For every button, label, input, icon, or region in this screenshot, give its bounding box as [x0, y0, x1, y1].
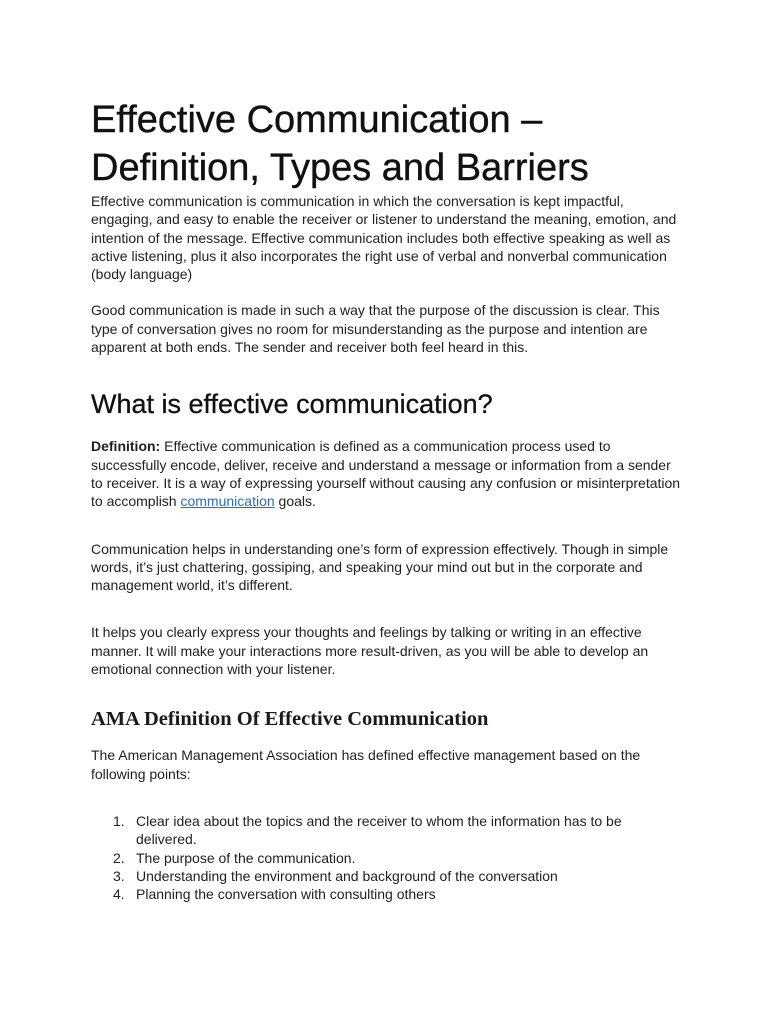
- communication-link[interactable]: communication: [180, 493, 275, 510]
- list-item-number: 4.: [113, 886, 125, 903]
- paragraph-express-thoughts: It helps you clearly express your thoughts and feelings by talking or writing in an effective manner. It will make your interactions more result-driven, as you will be able to develop an emotional connection with your listener.: [91, 624, 649, 678]
- list-item-text: Planning the conversation with consulting others: [136, 886, 436, 903]
- list-item: [91, 867, 681, 885]
- list-item: [91, 849, 681, 867]
- list-item: [91, 885, 681, 903]
- definition-text: Effective communication is defined as a communication process used to successfully encode, deliver, receive and understand a message or information from a sender to receiver. It is a way of expressing yourself without causing any confusion or misinterpretation to accomplish: [91, 438, 681, 510]
- document-page: [91, 96, 681, 903]
- list-item-number: 3.: [113, 867, 125, 884]
- page-title-line-1: Effective Communication –: [91, 99, 543, 141]
- definition-label: Definition:: [91, 438, 161, 455]
- section-heading-what-is: What is effective communication?: [91, 389, 493, 420]
- list-item: [91, 812, 681, 849]
- ama-points-list: [91, 812, 681, 903]
- list-item-text: Clear idea about the topics and the receiver to whom the information has to be delivered.: [136, 812, 622, 848]
- page-title: [91, 96, 681, 192]
- ama-intro-paragraph: The American Management Association has defined effective management based on the following points:: [91, 747, 641, 782]
- section-heading-ama: AMA Definition Of Effective Communication: [91, 708, 489, 731]
- list-item-number: 2.: [113, 849, 125, 866]
- intro-paragraph-2: Good communication is made in such a way that the purpose of the discussion is clear. This type of conversation gives no room for misunderstanding as the purpose and intention are apparent at both ends. The sender and receiver both feel heard in this.: [91, 302, 660, 356]
- definition-text-end: goals.: [274, 493, 316, 510]
- intro-paragraph-1: Effective communication is communication in which the conversation is kept impactful, engaging, and easy to enable the receiver or listener to understand the meaning, emotion, and intention of the message. Effective communication includes both effective speaking as well as active listening, plus it also incorporates the right use of verbal and nonverbal communication (body language): [91, 193, 677, 283]
- paragraph-helps-understanding: Communication helps in understanding one’s form of expression effectively. Though in simple words, it’s just chattering, gossiping, and speaking your mind out but in the corporate and management world, it’s different.: [91, 540, 669, 594]
- list-item-text: Understanding the environment and background of the conversation: [136, 867, 558, 884]
- definition-paragraph: [91, 437, 681, 510]
- list-item-number: 1.: [113, 812, 125, 829]
- list-item-text: The purpose of the communication.: [136, 849, 356, 866]
- page-title-line-2: Definition, Types and Barriers: [91, 147, 589, 189]
